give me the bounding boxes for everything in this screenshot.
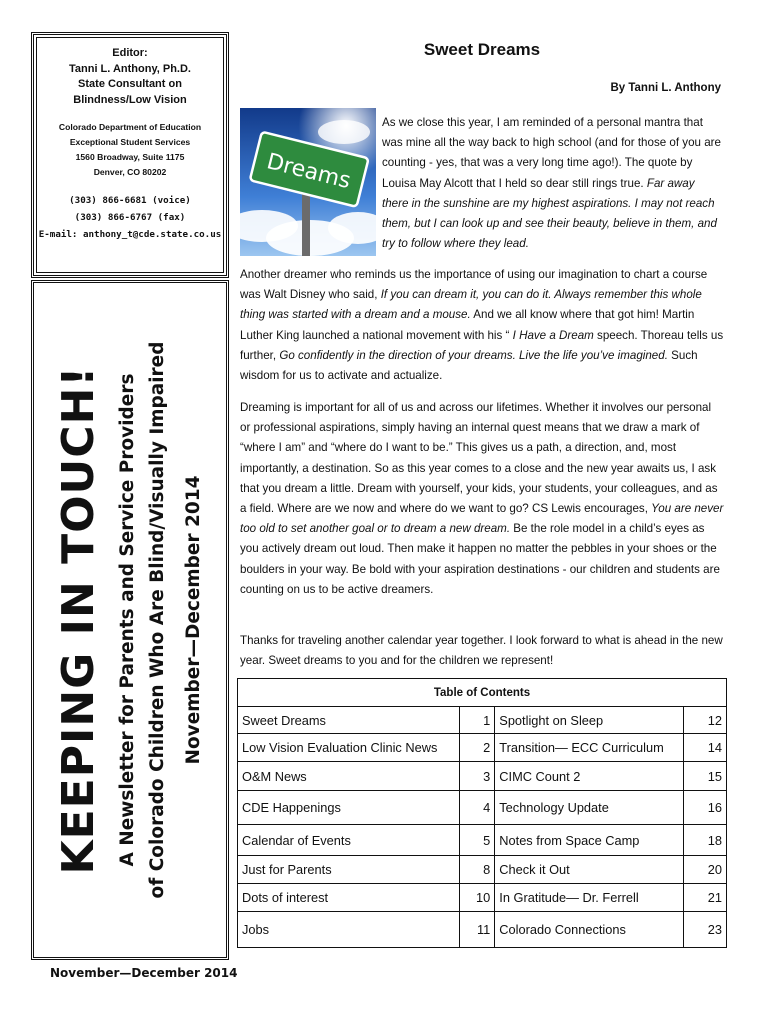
editor-role: State Consultant on — [78, 78, 182, 90]
p2-text-c: And we all know where that got him! Martin Luther King launched a national movement with his “ — [240, 308, 695, 342]
toc-right-title[interactable]: Transition— ECC Curriculum — [495, 734, 684, 762]
p3-text-c: Be the role model in a child’s eyes as you actively dream out loud. Then make it happen no matter the pebbles in your shoes or the boulders in your way. Be bold with your aspiration destinations - our children and students are counting on us to be active dreamers. — [240, 522, 720, 596]
editor-dept: Colorado Department of Education — [58, 122, 202, 132]
editor-street: 1560 Broadway, Suite 1175 — [75, 152, 185, 162]
article-paragraph-3 — [240, 398, 724, 600]
editor-address — [37, 120, 223, 180]
editor-email[interactable]: E-mail: anthony_t@cde.state.co.us — [38, 229, 222, 240]
toc-left-title[interactable]: CDE Happenings — [238, 791, 460, 825]
toc-left-title[interactable]: Dots of interest — [238, 884, 460, 912]
table-row — [238, 825, 727, 856]
table-row — [238, 856, 727, 884]
table-row — [238, 884, 727, 912]
dreams-sign-image — [240, 108, 376, 256]
toc-left-title[interactable]: O&M News — [238, 762, 460, 791]
toc-right-page: 21 — [684, 884, 727, 912]
editor-contacts — [37, 192, 223, 243]
p1-quote: Far away there in the sunshine are my highest aspirations. I may not reach them, but I can look up and see their beauty, believe in them, and try to follow where they lead. — [382, 176, 717, 251]
toc-left-page: 3 — [460, 762, 495, 791]
p3-quote-lewis: You are never too old to set another goal or to dream a new dream. — [240, 502, 724, 536]
toc-right-title[interactable]: Technology Update — [495, 791, 684, 825]
toc-left-title[interactable]: Low Vision Evaluation Clinic News — [238, 734, 460, 762]
toc-left-page: 11 — [460, 912, 495, 948]
toc-left-page: 2 — [460, 734, 495, 762]
p2-text-e: speech. Thoreau tells us further, — [240, 328, 724, 362]
toc-right-title[interactable]: Colorado Connections — [495, 912, 684, 948]
p1-text: As we close this year, I am reminded of a personal mantra that was mine all the way back to high school (and for those of you are counting - yes, that was a very long time ago!). The quote by Louisa May Alcott that I held so dear still rings true. — [382, 116, 721, 190]
toc-right-title[interactable]: Check it Out — [495, 856, 684, 884]
table-row — [238, 912, 727, 948]
p2-text-a: Another dreamer who reminds us the importance of using our imagination to chart a course was Walt Disney who said, — [240, 268, 708, 302]
masthead — [31, 280, 229, 960]
p2-quote-mlk: I Have a Dream — [512, 328, 594, 342]
toc-left-page: 1 — [460, 707, 495, 734]
toc-header: Table of Contents — [238, 679, 727, 707]
dreams-sign-text: Dreams — [264, 149, 354, 195]
masthead-subtitle-line1: A Newsletter for Parents and Service Providers — [117, 373, 138, 867]
toc-right-page: 14 — [684, 734, 727, 762]
masthead-issue: November—December 2014 — [183, 475, 204, 765]
table-row — [238, 707, 727, 734]
table-row — [238, 734, 727, 762]
masthead-subtitle-line2: of Colorado Children Who Are Blind/Visually Impaired — [147, 341, 168, 899]
editor-voice: (303) 866-6681 (voice) — [69, 195, 191, 206]
editor-inner — [36, 37, 224, 273]
toc-left-page: 8 — [460, 856, 495, 884]
toc-right-page: 18 — [684, 825, 727, 856]
p2-text-g: Such wisdom for us to activate and actualize. — [240, 348, 698, 383]
toc-right-title[interactable]: CIMC Count 2 — [495, 762, 684, 791]
editor-unit: Exceptional Student Services — [69, 137, 191, 147]
toc-right-title[interactable]: Notes from Space Camp — [495, 825, 684, 856]
table-of-contents — [237, 678, 727, 948]
footer-date: November—December 2014 — [50, 966, 238, 980]
p3-text-a: Dreaming is important for all of us and across our lifetimes. Whether it involves our personal or professional aspirations, simply having an internal quest means that we draw a mark of “where I am” and “where do I want to be.” This gives us a path, a direction, and, most importantly, a destination. So as this year comes to a close and the new year awaits us, I ask that you dream a little. Dream with yourself, your kids, your students, your colleagues, and as a field. Where are we now and where do we want to go? CS Lewis encourages, — [240, 401, 718, 516]
toc-left-page: 5 — [460, 825, 495, 856]
article-paragraph-1 — [382, 113, 722, 254]
toc-left-title[interactable]: Just for Parents — [238, 856, 460, 884]
toc-right-page: 20 — [684, 856, 727, 884]
table-row — [238, 762, 727, 791]
article-paragraph-2 — [240, 265, 724, 386]
editor-name: Tanni L. Anthony, Ph.D. — [68, 62, 191, 75]
editor-fax: (303) 866-6767 (fax) — [74, 212, 186, 223]
toc-left-page: 4 — [460, 791, 495, 825]
masthead-text — [51, 342, 209, 899]
toc-left-title[interactable]: Calendar of Events — [238, 825, 460, 856]
masthead-title: KEEPING IN TOUCH! — [53, 365, 104, 875]
toc-header-row — [238, 679, 727, 707]
toc-right-page: 23 — [684, 912, 727, 948]
editor-city: Denver, CO 80202 — [93, 167, 167, 177]
editor-title: Editor: — [112, 47, 148, 59]
toc-left-page: 10 — [460, 884, 495, 912]
masthead-subtitle — [113, 342, 173, 899]
toc-right-title[interactable]: Spotlight on Sleep — [495, 707, 684, 734]
toc-right-page: 15 — [684, 762, 727, 791]
toc-right-page: 16 — [684, 791, 727, 825]
toc-left-title[interactable]: Sweet Dreams — [238, 707, 460, 734]
editor-box — [31, 32, 229, 278]
article-byline: By Tanni L. Anthony — [610, 82, 721, 94]
article-title: Sweet Dreams — [423, 40, 541, 59]
editor-role2: Blindness/Low Vision — [73, 93, 187, 106]
toc-right-page: 12 — [684, 707, 727, 734]
table-row — [238, 791, 727, 825]
article-paragraph-4: Thanks for traveling another calendar year together. I look forward to what is ahead in the new year. Sweet dreams to you and for the children we represent! — [240, 634, 723, 668]
p2-quote-thoreau: Go confidently in the direction of your dreams. Live the life you’ve imagined. — [279, 348, 668, 362]
toc-right-title[interactable]: In Gratitude— Dr. Ferrell — [495, 884, 684, 912]
p2-quote-disney: If you can dream it, you can do it. Always remember this whole thing was started with a dream and a mouse. — [240, 288, 702, 322]
toc-left-title[interactable]: Jobs — [238, 912, 460, 948]
